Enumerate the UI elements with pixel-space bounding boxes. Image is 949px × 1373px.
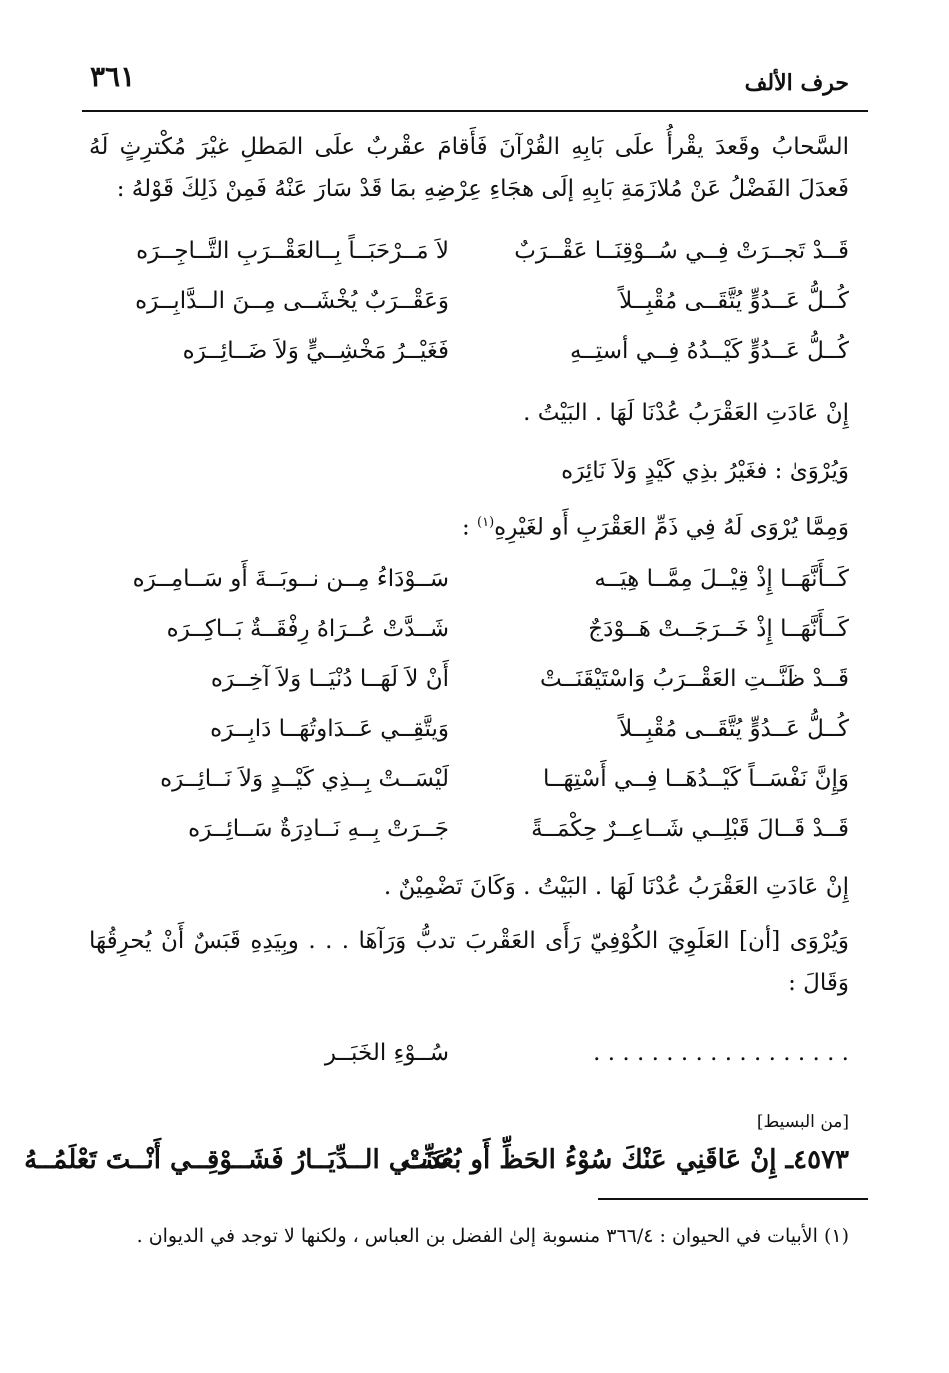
verse-row [89, 328, 849, 374]
numbered-verse [24, 1135, 849, 1185]
verse-row [89, 228, 849, 274]
verse-row [89, 806, 849, 852]
verse-second-hemistich: لاَ مَــرْحَبَــاً بِــالعَقْــرَبِ التَّــاجِــرَه [136, 238, 449, 264]
verse-row [89, 556, 849, 602]
footnote-marker: (١) [477, 515, 495, 530]
verse-second-hemistich: فَغَيْــرُ مَخْشِــيٍّ وَلاَ ضَــائِــرَه [182, 338, 449, 364]
paragraph-quote-2: إِنْ عَادَتِ العَقْرَبُ عُدْنَا لَهَا . البَيْتُ . وَكَانَ تَضْمِيْنٌ . [383, 874, 849, 900]
verse-first-hemistich: قَــدْ ظَنَّــتِ العَقْــرَبُ وَاسْتَيْقَنَــتْ [539, 666, 849, 692]
footnote: (١) الأبيات في الحيوان : ٣٦٦/٤ منسوبة إلىٰ الفضل بن العباس ، ولكنها لا توجد في الديوان . [136, 1225, 849, 1247]
verse-second-hemistich: أَنْ لاَ لَهَــا دُنْيَــا وَلاَ آخِــرَه [210, 666, 449, 692]
verse-second-hemistich: عَنِّــي الــدِّيَــارُ فَشَــوْقِــي أَنْــتَ تَعْلَمُــهُ [24, 1145, 449, 1175]
footnote-rule [598, 1198, 868, 1200]
verse-row [89, 606, 849, 652]
paragraph-quote-1: إِنْ عَادَتِ العَقْرَبُ عُدْنَا لَهَا . البَيْتُ . [523, 400, 849, 426]
verse-first-hemistich: كُــلُّ عَــدُوٍّ يُتَّقَــى مُقْبِــلاً [619, 716, 849, 742]
paragraph-colon: : [461, 514, 477, 541]
verse-first-hemistich: كُــلُّ عَــدُوٍّ كَيْــدُهُ فِــي أستِــهِ [569, 338, 849, 364]
verse-first-hemistich: وَإِنَّ نَفْسَــاً كَيْــدُهَــا فِــي أَسْتِهَــا [542, 766, 849, 792]
page-number: ٣٦١ [90, 60, 136, 93]
verse-second-hemistich: وَعَقْــرَبٌ يُخْشَــى مِــنَ الــدَّابِــرَه [135, 288, 449, 314]
paragraph-variant: وَيُرْوَىٰ : فغَيْرُ بذِي كَيْدٍ وَلاَ نَائِرَه [561, 458, 849, 484]
verse-second-hemistich: لَيْسَــتْ بِــذِي كَيْــدٍ وَلاَ نَــائِــرَه [160, 766, 449, 792]
verse-ellipsis: . . . . . . . . . . . . . . . . . . [593, 1040, 849, 1066]
meter-label: [من البسيط] [756, 1112, 849, 1132]
verse-row [89, 278, 849, 324]
verse-second-hemistich: شَــدَّتْ عُــرَاهُ رِفْقَــةٌ بَــاكِــرَه [166, 616, 449, 642]
verse-second-hemistich: سُــوْءِ الخَبَــر [324, 1040, 449, 1066]
verse-first-hemistich: قَــدْ قَــالَ قَبْلِــي شَــاعِــرٌ حِكْمَــةً [531, 816, 849, 842]
paragraph-narrative: وَيُرْوَى [أن] العَلَوِيَ الكُوْفِيّ رَأَى العَقْربَ تدبُّ وَرَآهَا . . . وبِيَدِهِ قَبَسٌ أَنْ يُحرِقُهَا وَقَالَ : [89, 928, 849, 996]
verse-first-hemistich [403, 1135, 849, 1185]
verse-row [89, 656, 849, 702]
verse-second-hemistich: جَــرَتْ بِــهِ نَــادِرَةٌ سَــائِــرَه [188, 816, 449, 842]
verse-number: ٤٥٧٣ـ [785, 1145, 849, 1175]
verse-first-text: إِنْ عَاقَنِي عَنْكَ سُوْءُ الحَظِّ أَو بُعُدَتْ [403, 1145, 786, 1175]
verse-row [89, 706, 849, 752]
verse-first-hemistich: كَــأَنَّهَــا إِذْ قِيْــلَ مِمَّــا هِيَــه [594, 566, 849, 592]
verse-row [89, 756, 849, 802]
verse-first-hemistich: كَــأَنَّهَــا إِذْ خَــرَجَــتْ هَــوْدَجٌ [588, 616, 849, 642]
verse-second-hemistich: وَيتَّقِــي عَــدَاوتُهَــا دَابِــرَه [210, 716, 449, 742]
paragraph-intro: السَّحابُ وقَعدَ يقْرأُ علَى بَابِهِ القُرْآنَ فَأَقامَ عقْربٌ علَى المَطلِ غيْرَ مُكْترِثٍ لَهُ فَعدَلَ الفَضْلُ عَنْ مُلازَمَةِ بَابِهِ إلَى هجَاءِ عِرْضِهِ بمَا قَدْ سَارَ عَنْهُ فَمِنْ ذَلِكَ قَوْلهُ : [89, 134, 849, 202]
verse-row-fragment [89, 1030, 849, 1076]
header-rule [82, 110, 868, 112]
verse-first-hemistich: كُــلُّ عَــدُوٍّ يُتَّقَــى مُقْبِــلاً [619, 288, 849, 314]
running-header-title: حرف الألف [744, 70, 849, 96]
paragraph-text: وَمِمَّا يُرْوَى لَهُ فِي ذَمِّ العَقْرَبِ أَو لغَيْرِهِ [494, 514, 849, 541]
verse-second-hemistich: سَــوْدَاءُ مِــن نــوبَــةَ أَو سَــامِــرَه [132, 566, 449, 592]
paragraph-intro-2 [89, 502, 849, 549]
verse-first-hemistich: قَــدْ تَجــرَتْ فِــي سُــوْقِنَــا عَقْــرَبٌ [514, 238, 849, 264]
